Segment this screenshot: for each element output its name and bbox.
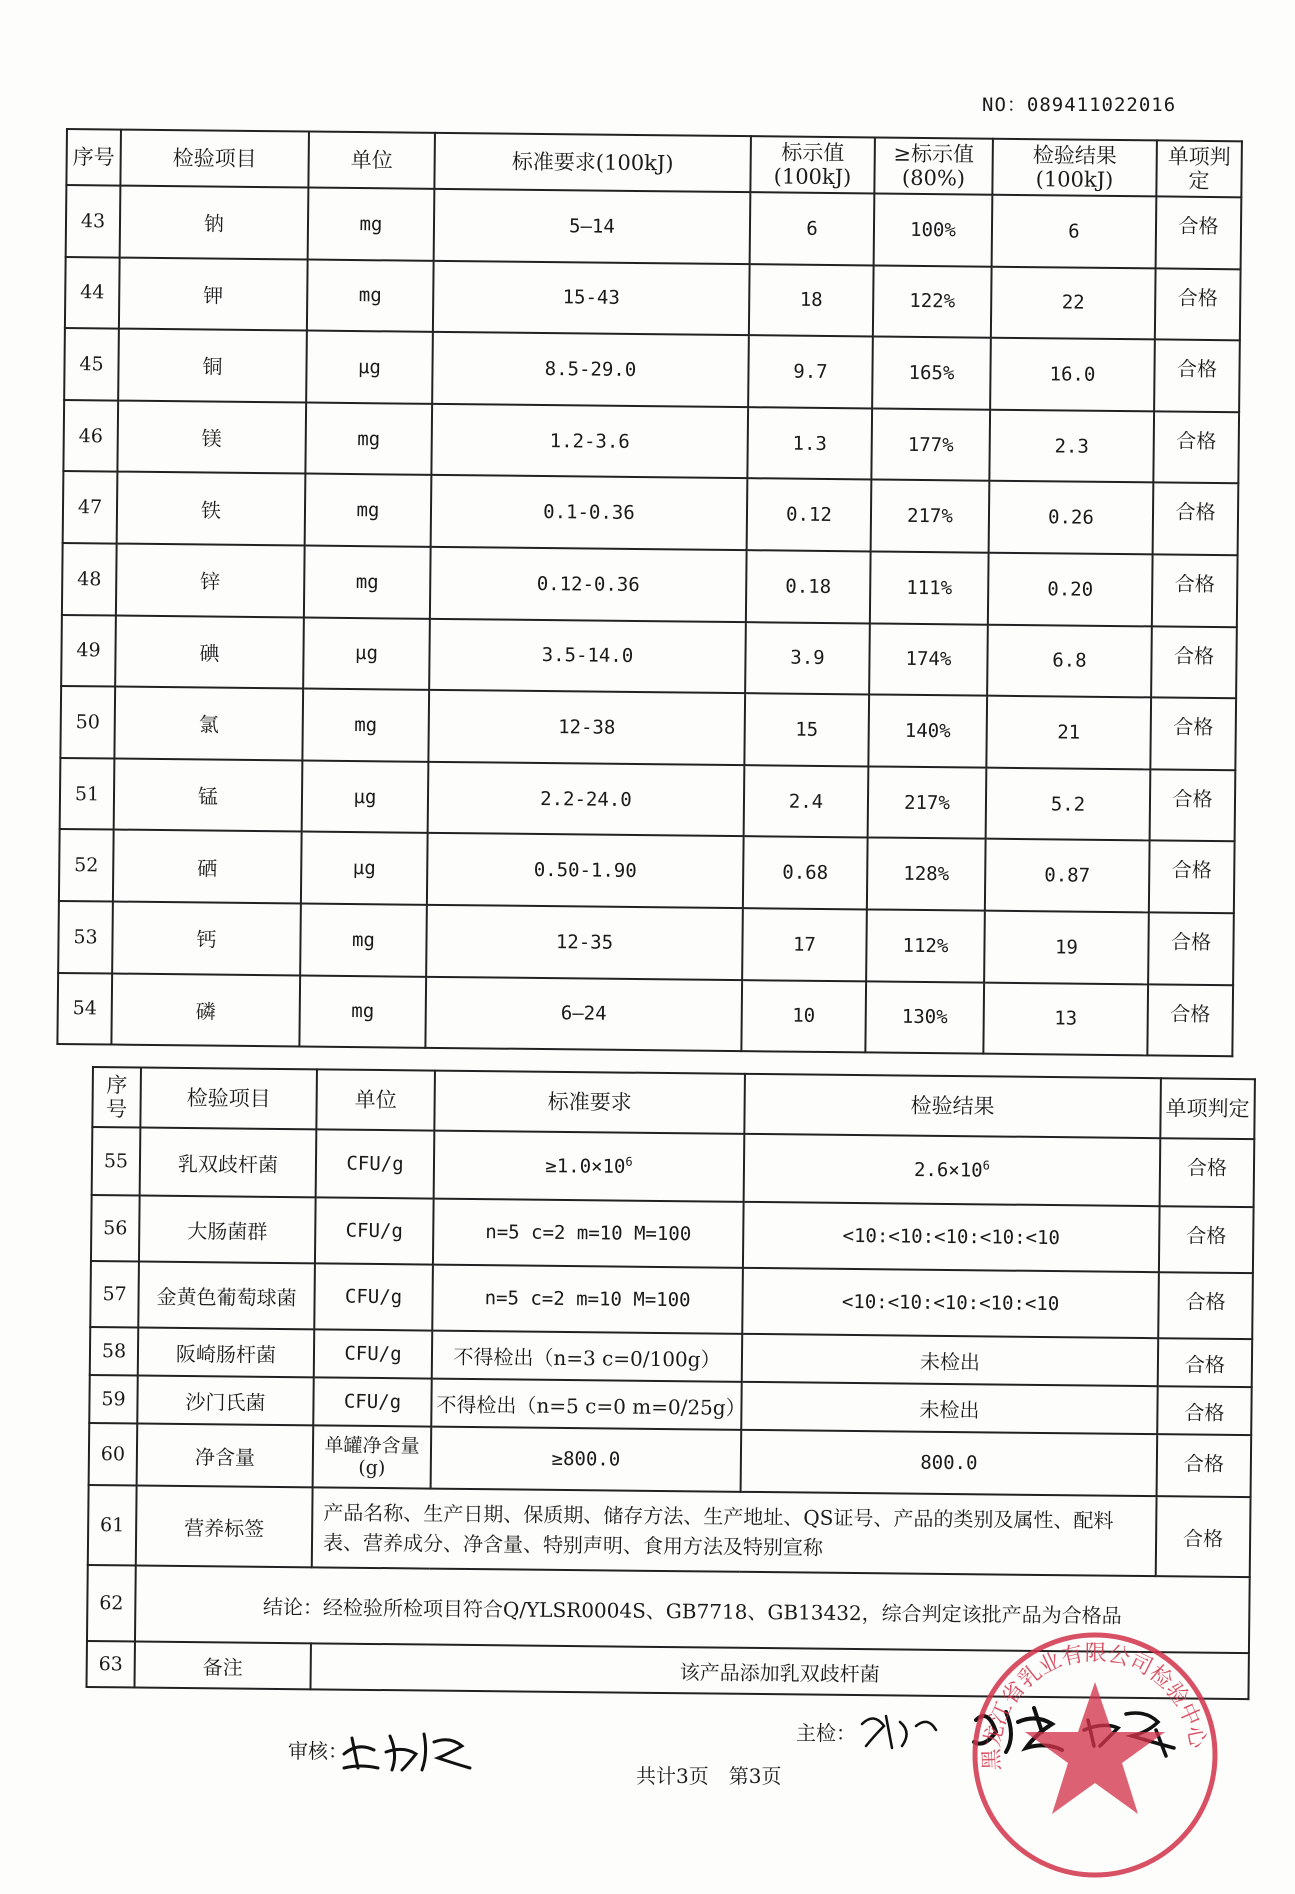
row-seq: 45 (64, 328, 119, 400)
row-seq: 62 (87, 1565, 136, 1641)
row-standard: 5—14 (434, 189, 751, 264)
row-seq: 50 (60, 686, 115, 758)
row-standard: 0.1-0.36 (431, 475, 748, 550)
row-judge: 合格 (1149, 841, 1235, 913)
row-judgement: 合格 (1160, 1138, 1255, 1207)
row-label: 0.68 (743, 836, 868, 909)
row-item: 大肠菌群 (139, 1196, 316, 1264)
row-item: 金黄色葡萄球菌 (138, 1262, 315, 1330)
row-standard: 12-35 (426, 905, 743, 980)
row-result: 22 (991, 266, 1156, 339)
table-row (63, 471, 1239, 555)
table-row (66, 185, 1242, 269)
row-label: 0.18 (746, 550, 871, 623)
row-item: 净含量 (137, 1423, 314, 1487)
minerals-table (56, 128, 1243, 1057)
row-item: 阪崎肠杆菌 (138, 1327, 314, 1377)
table-row (60, 686, 1236, 770)
row-result: 21 (986, 696, 1151, 769)
row-unit: CFU/g (313, 1377, 431, 1426)
row-seq: 43 (66, 185, 121, 257)
row-standard: 不得检出（n=5 c=0 m=0/25g） (431, 1379, 741, 1430)
row-seq: 49 (61, 615, 116, 687)
row-unit: mg (305, 402, 432, 475)
row-unit: CFU/g (314, 1329, 432, 1378)
row-item: 钙 (112, 901, 301, 975)
row-unit: 单罐净含量(g) (313, 1425, 432, 1488)
row-result: 未检出 (742, 1334, 1158, 1386)
row-seq: 58 (90, 1327, 139, 1376)
row-label: 17 (742, 908, 867, 981)
header-judgement: 单项判定 (1156, 140, 1242, 197)
row-pct: 100% (874, 193, 993, 266)
row-judgement: 合格 (1158, 1338, 1252, 1387)
row-item: 钾 (119, 257, 308, 331)
row-standard: ≥800.0 (431, 1427, 742, 1492)
row-result: 13 (983, 982, 1148, 1055)
row-unit: mg (308, 188, 435, 261)
table-row (61, 615, 1237, 699)
row-seq: 56 (91, 1195, 140, 1261)
row-pct: 130% (865, 981, 984, 1054)
row-seq: 57 (90, 1261, 139, 1327)
row-standard: n=5 c=2 m=10 M=100 (433, 1199, 744, 1268)
row-standard: $\ge 1.0\times 10^6$ (434, 1131, 745, 1202)
row-standard: 8.5-29.0 (432, 332, 749, 407)
row-judgement: 合格 (1157, 1386, 1251, 1435)
row-item: 磷 (111, 973, 300, 1047)
row-item: 锰 (114, 758, 303, 832)
row-seq: 63 (86, 1641, 134, 1688)
row-pct: 177% (871, 408, 990, 481)
seal-text: 黑龙江省乳业有限公司检验中心 (979, 1641, 1211, 1771)
row-unit: μg (302, 760, 429, 833)
row-standard: 12-38 (428, 690, 745, 765)
row-standard: 0.12-0.36 (430, 547, 747, 622)
header-item: 检验项目 (140, 1068, 317, 1130)
row-result: 0.26 (989, 481, 1154, 554)
row-judge: 合格 (1147, 984, 1233, 1056)
row-judge: 合格 (1153, 411, 1239, 483)
header-result: 检验结果 (744, 1074, 1161, 1138)
row-item: 铜 (118, 329, 307, 403)
table-row (65, 257, 1241, 341)
row-pct: 140% (868, 695, 987, 768)
row-judgement: 合格 (1157, 1434, 1252, 1497)
row-item: 备注 (134, 1641, 310, 1689)
row-label: 9.7 (748, 335, 873, 408)
microbiology-table (85, 1066, 1255, 1700)
row-judge: 合格 (1152, 554, 1238, 626)
row-item: 碘 (115, 615, 304, 689)
row-judge: 合格 (1148, 912, 1234, 984)
row-pct: 111% (870, 551, 989, 624)
row-judge: 合格 (1150, 698, 1236, 770)
header-standard: 标准要求 (434, 1071, 745, 1134)
row-standard: 15-43 (433, 260, 750, 335)
row-result: 5.2 (986, 767, 1151, 840)
row-result: 2.3 (989, 409, 1154, 482)
row-unit: CFU/g (316, 1129, 435, 1198)
inspector-label: 主检： (796, 1721, 856, 1745)
row-result: $2.6\times 10^6$ (744, 1134, 1161, 1206)
row-label: 18 (749, 264, 874, 337)
row-label: 3.9 (745, 622, 870, 695)
row-item: 钠 (120, 186, 309, 260)
table-row (59, 829, 1235, 913)
row-seq: 59 (89, 1375, 138, 1424)
row-seq: 44 (65, 257, 120, 329)
row-seq: 54 (57, 972, 112, 1044)
row-pct: 217% (868, 766, 987, 839)
row-standard: 3.5-14.0 (429, 618, 746, 693)
row-judge: 合格 (1153, 483, 1239, 555)
row-unit: μg (303, 617, 430, 690)
seal-graphic (960, 1620, 1230, 1890)
table-row (60, 758, 1236, 842)
row-standard: n=5 c=2 m=10 M=100 (432, 1265, 743, 1334)
row-item: 锌 (116, 544, 305, 618)
row-seq: 51 (60, 758, 115, 830)
row-result: 未检出 (741, 1382, 1157, 1434)
row-pct: 174% (869, 623, 988, 696)
row-unit: mg (307, 259, 434, 332)
row-judge: 合格 (1156, 196, 1242, 268)
header-unit: 单位 (316, 1069, 435, 1130)
header-unit: 单位 (308, 132, 435, 189)
row-standard: 不得检出（n=3 c=0/100g） (432, 1331, 742, 1382)
row-unit: mg (302, 689, 429, 762)
row-label: 1.3 (747, 407, 872, 480)
row-item: 硒 (113, 830, 302, 904)
conclusion-text: 结论：经检验所检项目符合Q/YLSR0004S、GB7718、GB13432，综合判定该批产品为合格品 (135, 1565, 1250, 1653)
row-label: 10 (741, 980, 866, 1053)
row-judge: 合格 (1155, 268, 1241, 340)
row-result: 6.8 (987, 624, 1152, 697)
table-row (90, 1261, 1253, 1339)
row-standard: 2.2-24.0 (428, 762, 745, 837)
row-unit: mg (299, 975, 426, 1048)
row-judgement: 合格 (1156, 1496, 1251, 1577)
row-pct: 217% (871, 480, 990, 553)
row-judge: 合格 (1151, 626, 1237, 698)
header-item: 检验项目 (120, 130, 309, 188)
row-seq: 55 (92, 1127, 141, 1195)
reviewer-signature (338, 1724, 478, 1785)
row-item: 营养标签 (136, 1485, 313, 1567)
table-row (57, 972, 1233, 1056)
row-unit: mg (305, 474, 432, 547)
row-result: <10:<10:<10:<10:<10 (742, 1268, 1159, 1338)
table-row (58, 901, 1234, 985)
row-seq: 61 (88, 1485, 137, 1565)
table-row (63, 400, 1239, 484)
row-pct: 165% (872, 337, 991, 410)
row-seq: 52 (59, 829, 114, 901)
row-seq: 53 (58, 901, 113, 973)
row-item: 氯 (114, 687, 303, 761)
header-judgement: 单项判定 (1160, 1078, 1255, 1139)
nutrition-label-content: 产品名称、生产日期、保质期、储存方法、生产地址、QS证号、产品的类别及属性、配料表、营养成分、净含量、特别声明、食用方法及特别宣称 (312, 1487, 1157, 1576)
row-seq: 46 (63, 400, 118, 472)
table-row (92, 1127, 1255, 1207)
row-judge: 合格 (1150, 769, 1236, 841)
row-result: 16.0 (990, 338, 1155, 411)
row-result: 0.87 (985, 839, 1150, 912)
reviewer-label: 审核： (288, 1739, 348, 1763)
row-pct: 112% (866, 909, 985, 982)
row-result: <10:<10:<10:<10:<10 (743, 1202, 1160, 1272)
row-seq: 47 (63, 471, 118, 543)
row-judgement: 合格 (1158, 1272, 1253, 1339)
header-seq: 序号 (92, 1067, 141, 1127)
signature-graphic (338, 1724, 478, 1776)
row-label: 15 (744, 693, 869, 766)
row-item: 乳双歧杆菌 (140, 1128, 317, 1198)
row-pct: 128% (867, 838, 986, 911)
row-judge: 合格 (1154, 340, 1240, 412)
row-unit: mg (304, 545, 431, 618)
table-row (88, 1485, 1251, 1577)
page-info: 共计3页 第3页 (636, 1764, 782, 1788)
document-number: NO：089411022016 (982, 94, 1177, 116)
row-result: 19 (984, 911, 1149, 984)
row-seq: 60 (89, 1423, 138, 1485)
row-label: 6 (750, 192, 875, 265)
row-result: 6 (992, 195, 1157, 268)
header-label-value: 标示值 (100kJ) (750, 136, 875, 193)
row-item: 铁 (117, 472, 306, 546)
row-result: 800.0 (741, 1430, 1158, 1496)
table-row (91, 1195, 1254, 1273)
row-unit: CFU/g (314, 1263, 433, 1330)
header-percentage: ≥标示值 (80%) (874, 137, 993, 194)
row-standard: 0.50-1.90 (427, 833, 744, 908)
header-result: 检验结果 (100kJ) (992, 139, 1157, 197)
row-result: 0.20 (988, 553, 1153, 626)
row-unit: μg (301, 832, 428, 905)
row-unit: CFU/g (315, 1197, 434, 1264)
row-standard: 1.2-3.6 (431, 404, 748, 479)
row-unit: mg (300, 903, 427, 976)
row-judgement: 合格 (1159, 1206, 1254, 1273)
row-standard: 6—24 (425, 976, 742, 1051)
header-standard: 标准要求(100kJ) (434, 133, 751, 192)
row-item: 沙门氏菌 (137, 1375, 313, 1425)
official-seal (960, 1620, 1230, 1890)
row-item: 镁 (117, 400, 306, 474)
row-label: 0.12 (747, 479, 872, 552)
header-seq: 序号 (66, 129, 121, 186)
remark-text: 该产品添加乳双歧杆菌 (310, 1643, 1248, 1699)
table-row (62, 543, 1238, 627)
row-unit: μg (306, 331, 433, 404)
table-row (64, 328, 1240, 412)
row-label: 2.4 (744, 765, 869, 838)
row-pct: 122% (873, 265, 992, 338)
row-seq: 48 (62, 543, 117, 615)
